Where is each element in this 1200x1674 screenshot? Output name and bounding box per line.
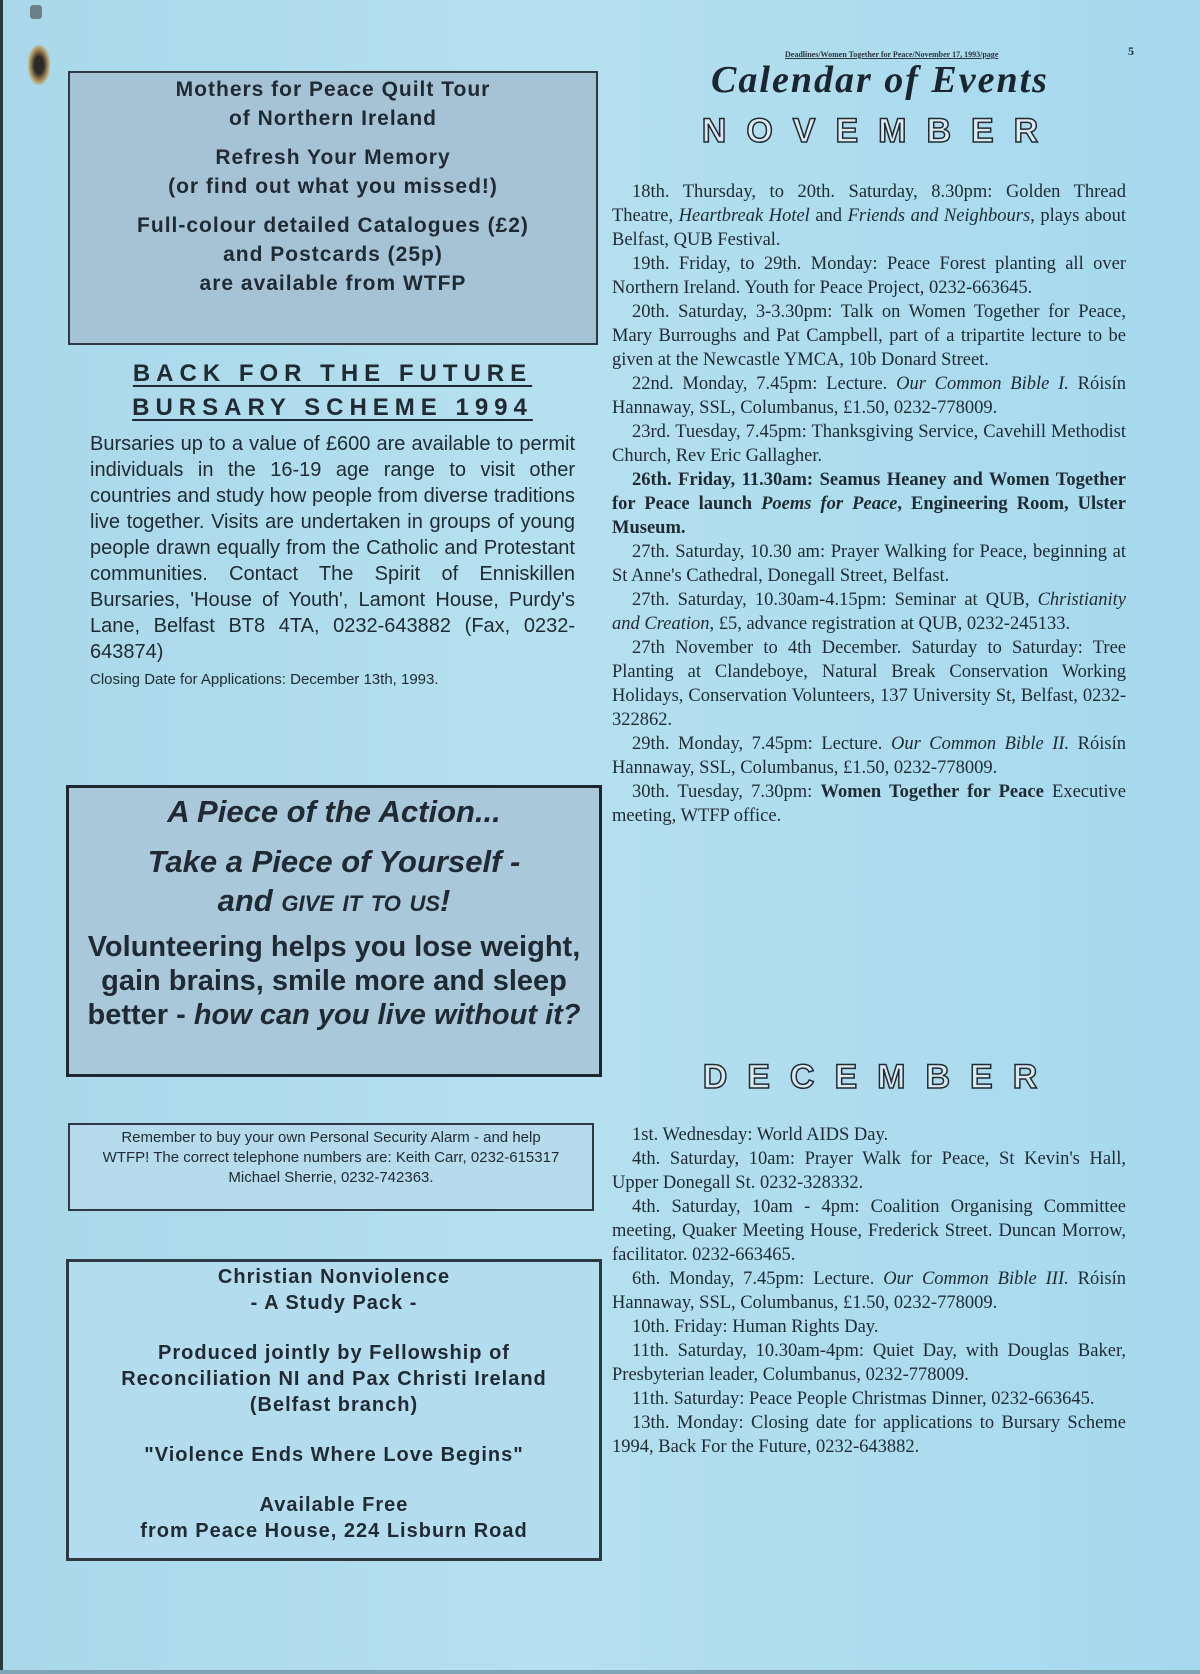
event-text: Róisín Hannaway, SSL, Columbanus, £1.50, 0232-778009. (612, 1269, 1126, 1313)
event-text: 18th. Thursday, to 20th. Saturday, 8.30pm: Golden Thread Theatre, (612, 182, 1126, 226)
event-item: 13th. Monday: Closing date for applications to Bursary Scheme 1994, Back For the Future, 0232-643882. (612, 1413, 1126, 1457)
page-number: 5 (1128, 44, 1134, 58)
quilt-catalogue-line1: Full-colour detailed Catalogues (£2) (137, 214, 529, 237)
event-title: Poems for Peace (761, 494, 898, 514)
quilt-title-line2: of Northern Ireland (228, 107, 437, 130)
bursary-closing-date: Closing Date for Applications: December 13th, 1993. (90, 671, 439, 688)
quilt-catalogue-line2: and Postcards (25p) (223, 243, 443, 266)
action-give-emphasis: give it to us! (281, 883, 451, 918)
event-item: 27th. Saturday, 10.30 am: Prayer Walking for Peace, beginning at St Anne's Cathedral, Donegall Street, Belfast. (612, 542, 1126, 586)
bursary-body: Bursaries up to a value of £600 are available to permit individuals in the 16-19 age range to visit other countries and study how people from diverse traditions live together. Visits are undertaken in groups of young people drawn equally from the Catholic and Protestant communities. Contact The Spirit of Enniskillen Bursaries, 'House of Youth', Lamont House, Purdy's Lane, Belfast BT8 4TA, 0232-643882 (Fax, 0232-643874) (90, 433, 575, 663)
event-title: Heartbreak Hotel (678, 206, 810, 226)
event-item (612, 780, 1126, 828)
scan-stain (28, 45, 50, 85)
calendar-title: Calendar of Events (711, 59, 1049, 101)
quilt-catalogue-line3: are available from WTFP (199, 272, 467, 295)
event-title: Friends and Neighbours (847, 206, 1031, 226)
event-text: , plays about Belfast, QUB Festival. (612, 206, 1127, 250)
quilt-catalogues (70, 211, 596, 298)
event-text: 29th. Monday, 7.45pm: Lecture. (632, 734, 891, 754)
event-org-name: Women Together for Peace (820, 782, 1044, 802)
event-text: 30th. Tuesday, 7.30pm: (632, 782, 821, 802)
event-item: 20th. Saturday, 3-3.30pm: Talk on Women Together for Peace, Mary Burroughs and Pat Campbell, part of a tripartite lecture to be given at the Newcastle YMCA, 10b Donard Street. (612, 302, 1126, 370)
event-text: 27th. Saturday, 10.30am-4.15pm: Seminar at QUB, (632, 590, 1038, 610)
bursary-heading-1: BACK FOR THE FUTURE (132, 360, 533, 387)
action-give-line (69, 882, 599, 920)
event-text: Róisín Hannaway, SSL, Columbanus, £1.50, 0232-778009. (612, 734, 1126, 778)
event-title: Our Common Bible II. (890, 734, 1070, 754)
event-title: Christianity and Creation (612, 590, 1126, 634)
event-text: and (809, 206, 848, 226)
quilt-title (70, 75, 596, 133)
event-item: 11th. Saturday, 10.30am-4pm: Quiet Day, with Douglas Baker, Presbyterian leader, Columbanus, 0232-778009. (612, 1341, 1126, 1385)
nonviolence-study-pack-notice (66, 1259, 602, 1561)
page-edge-shadow (0, 0, 3, 1674)
action-headline: A Piece of the Action... (167, 794, 501, 829)
event-item (612, 732, 1126, 780)
page-bottom-edge (0, 1670, 1200, 1674)
november-events (612, 180, 1126, 828)
event-text: Executive meeting, WTFP office. (612, 782, 1127, 826)
bursary-scheme-article (90, 357, 575, 688)
nonviolence-slogan: "Violence Ends Where Love Begins" (144, 1444, 524, 1466)
event-text: , £5, advance registration at QUB, 0232-245133. (709, 614, 1071, 634)
quilt-tour-notice (68, 71, 598, 345)
running-head: Deadlines/Women Together for Peace/November 17, 1993/page (785, 50, 999, 59)
december-events (612, 1123, 1126, 1459)
event-item: 27th November to 4th December. Saturday to Saturday: Tree Planting at Clandeboye, Natural Break Conservation Working Holidays, Conservation Volunteers, 137 University St, Belfast, 0232-322862. (612, 638, 1126, 730)
action-volunteering-text (69, 930, 599, 1032)
event-item-highlighted (612, 468, 1126, 540)
event-text: Róisín Hannaway, SSL, Columbanus, £1.50, 0232-778009. (612, 374, 1126, 418)
event-item: 19th. Friday, to 29th. Monday: Peace Forest planting all over Northern Ireland. Youth for Peace Project, 0232-663645. (612, 254, 1126, 298)
event-item (612, 588, 1126, 636)
nonviolence-address: from Peace House, 224 Lisburn Road (140, 1520, 528, 1542)
event-title: Our Common Bible I. (896, 374, 1069, 394)
event-item (612, 180, 1126, 252)
month-heading-november: NOVEMBER (701, 112, 1059, 150)
nonviolence-producers: Produced jointly by Fellowship of Reconciliation NI and Pax Christi Ireland (Belfast branch) (121, 1342, 547, 1416)
alarm-contact: Michael Sherrie, 0232-742363. (228, 1169, 434, 1186)
event-item: 1st. Wednesday: World AIDS Day. (632, 1125, 889, 1145)
nonviolence-title: Christian Nonviolence (217, 1266, 451, 1288)
event-item: 4th. Saturday, 10am - 4pm: Coalition Organising Committee meeting, Quaker Meeting House, Frederick Street. Duncan Morrow, facilitator. 0232-663465. (612, 1197, 1126, 1265)
action-give-prefix: and (217, 883, 282, 918)
action-volunteering-main: Volunteering helps you lose weight, gain brains, smile more and sleep better - (87, 931, 581, 1031)
scan-blemish (30, 5, 42, 19)
event-text: 6th. Monday, 7.45pm: Lecture. (632, 1269, 884, 1289)
bursary-heading-2: BURSARY SCHEME 1994 (132, 394, 533, 421)
event-item: 11th. Saturday: Peace People Christmas Dinner, 0232-663645. (632, 1389, 1095, 1409)
event-item: 23rd. Tuesday, 7.45pm: Thanksgiving Service, Cavehill Methodist Church, Rev Eric Gallagher. (612, 422, 1126, 466)
quilt-refresh-line1: Refresh Your Memory (215, 146, 451, 169)
event-text: 26th. Friday, 11.30am: Seamus Heaney and Women Together for Peace launch (612, 470, 1126, 514)
security-alarm-notice (68, 1123, 594, 1211)
quilt-refresh-line2: (or find out what you missed!) (168, 175, 498, 198)
action-volunteering-question: how can you live without it? (193, 999, 581, 1031)
event-item: 4th. Saturday, 10am: Prayer Walk for Peace, St Kevin's Hall, Upper Donegall St. 0232-328332. (612, 1149, 1126, 1193)
nonviolence-subtitle: - A Study Pack - (250, 1292, 418, 1314)
event-item (612, 1267, 1126, 1315)
month-heading-december: DECEMBER (702, 1058, 1058, 1096)
alarm-text: Remember to buy your own Personal Security Alarm - and help WTFP! The correct telephone numbers are: Keith Carr, 0232-615317 (102, 1129, 560, 1166)
quilt-title-line1: Mothers for Peace Quilt Tour (175, 78, 491, 101)
quilt-refresh (70, 143, 596, 201)
nonviolence-availability: Available Free (259, 1494, 409, 1516)
event-text: , Engineering Room, Ulster Museum. (612, 494, 1126, 538)
action-subheadline: Take a Piece of Yourself - (147, 844, 521, 879)
event-text: 22nd. Monday, 7.45pm: Lecture. (632, 374, 897, 394)
event-item: 10th. Friday: Human Rights Day. (632, 1317, 879, 1337)
volunteer-notice (66, 785, 602, 1077)
event-title: Our Common Bible III. (883, 1269, 1069, 1289)
event-item (612, 372, 1126, 420)
